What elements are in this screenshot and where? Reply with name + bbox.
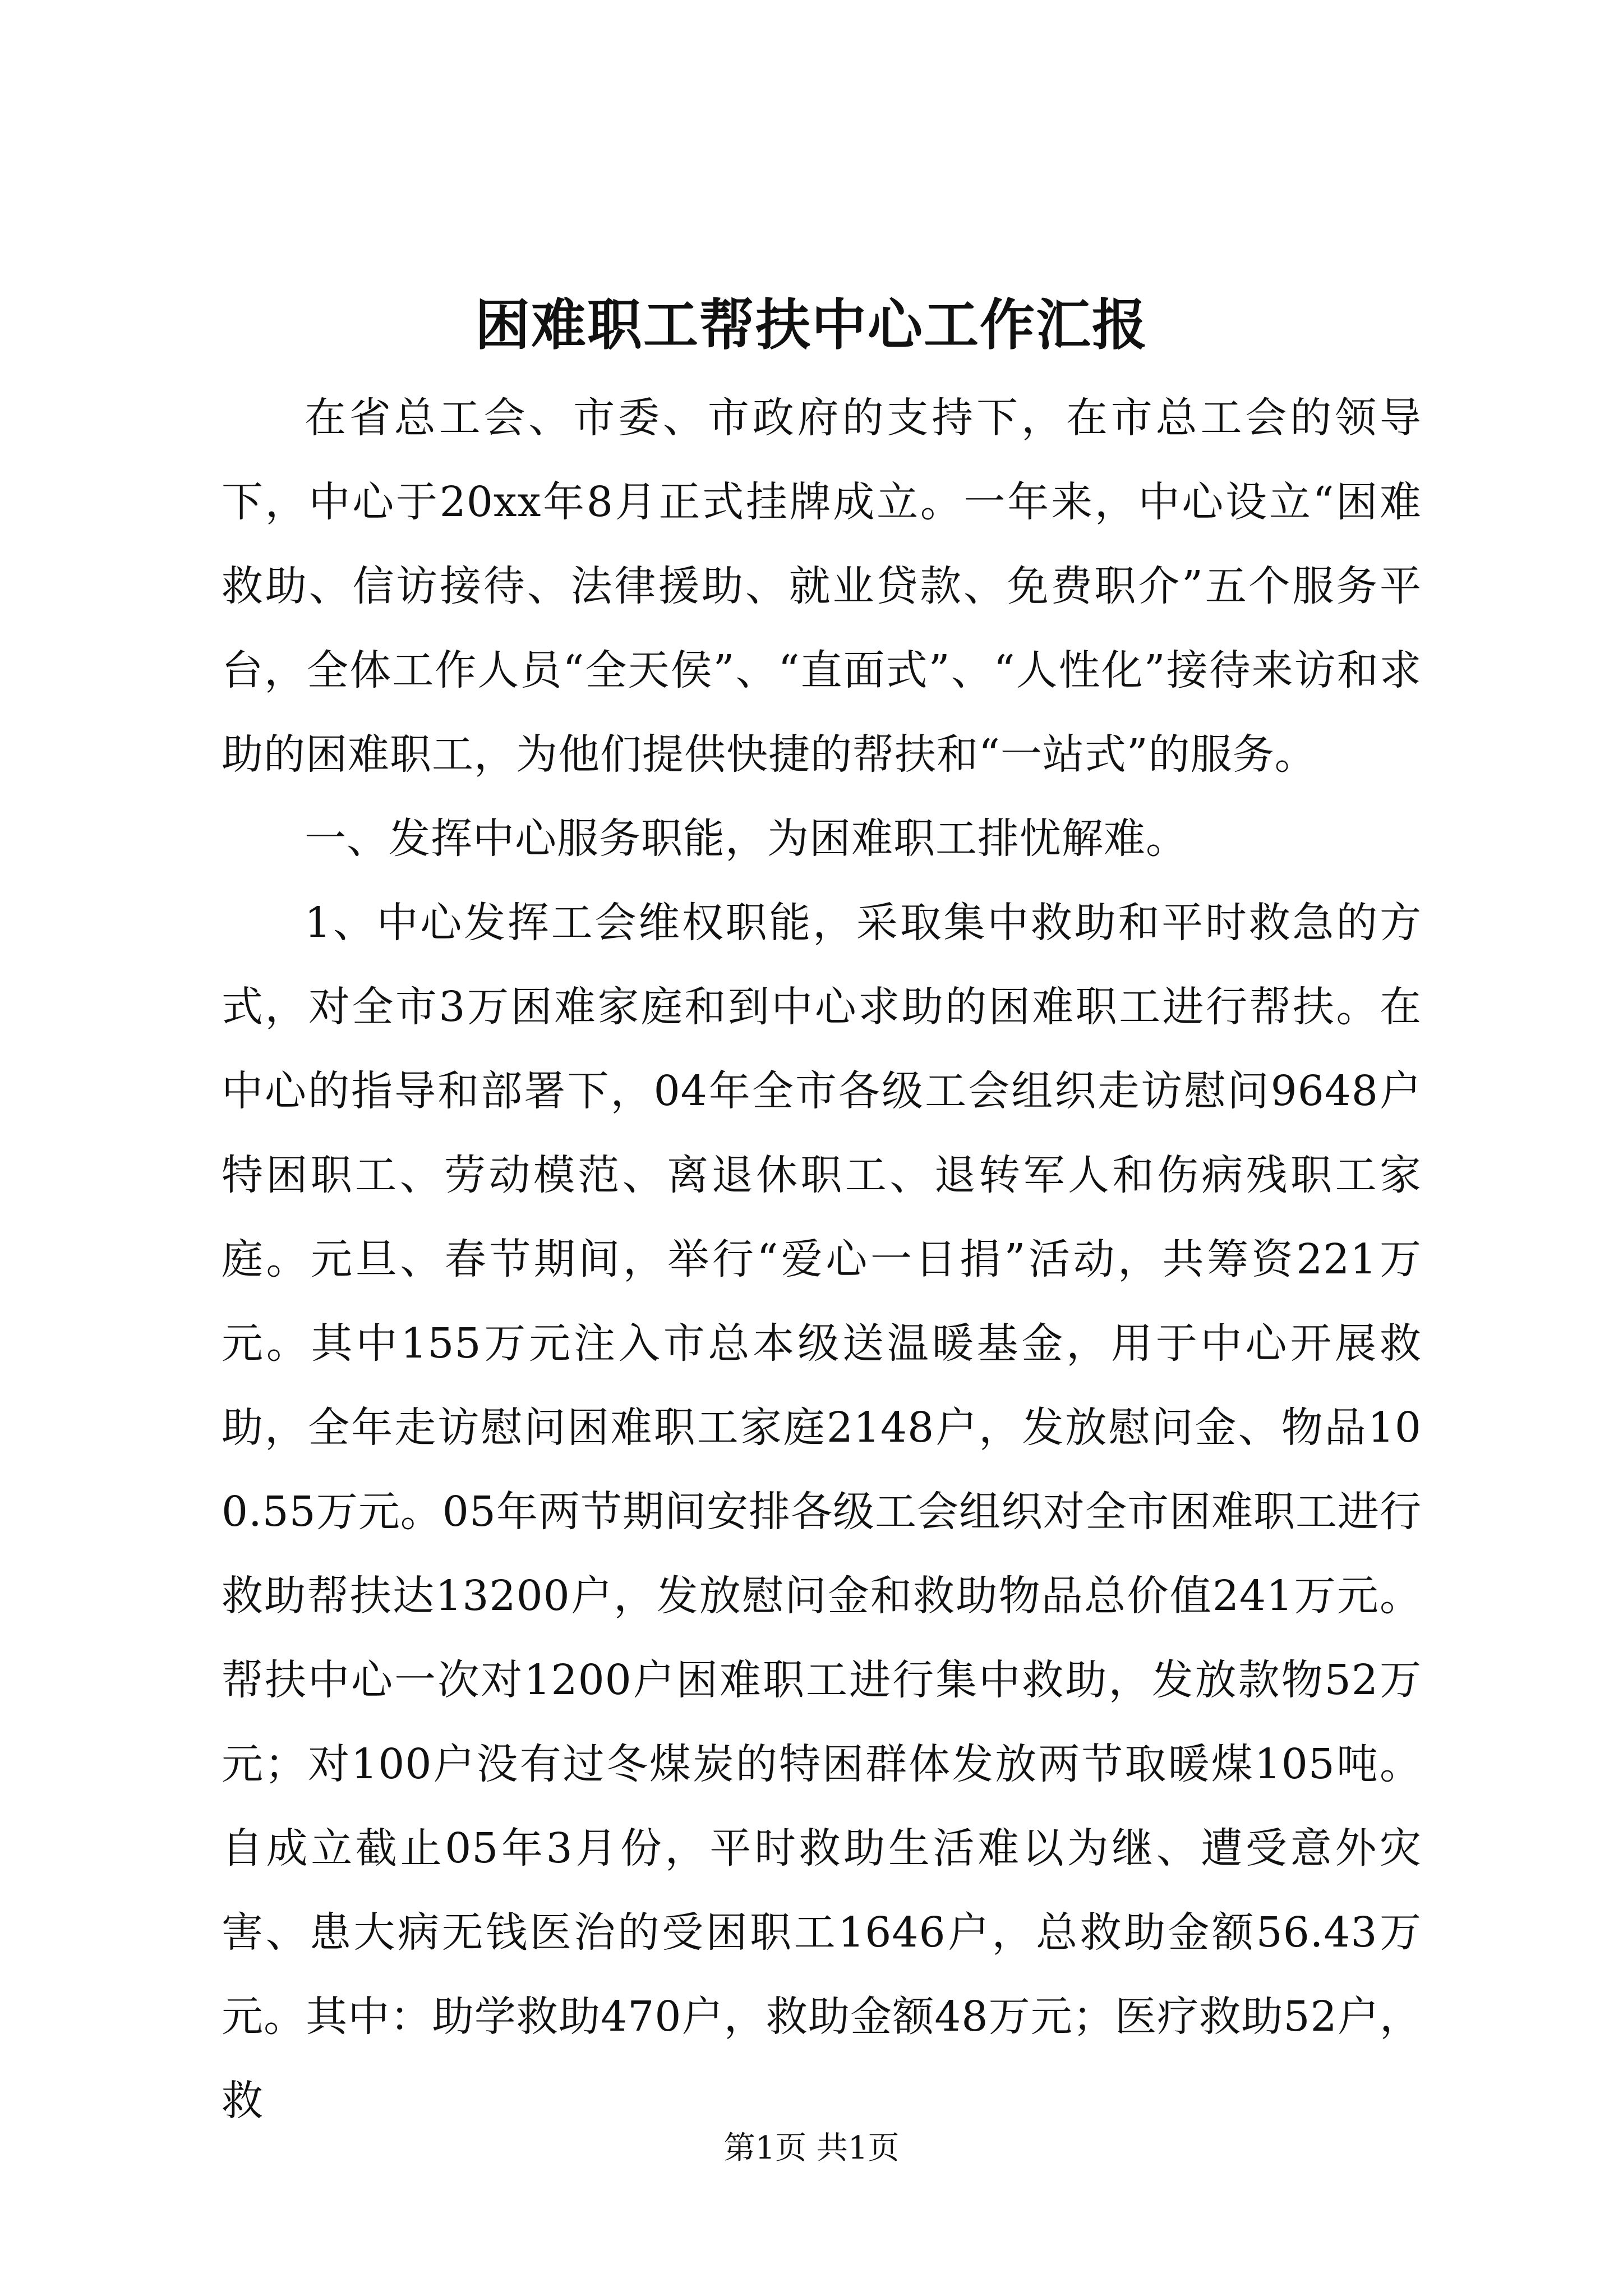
page-footer: 第1页 共1页 (723, 2130, 900, 2166)
paragraph-intro: 在省总工会、市委、市政府的支持下，在市总工会的领导下，中心于20xx年8月正式挂牌成立。一年来，中心设立“困难救助、信访接待、法律援助、就业贷款、免费职介”五个服务平台，全体工作人员“全天侯”、“直面式”、“人性化”接待来访和求助的困难职工，为他们提供快捷的帮扶和“一站式”的服务。 (222, 394, 1422, 779)
document-title: 困难职工帮扶中心工作汇报 (474, 293, 1148, 357)
paragraph-section-heading: 一、发挥中心服务职能，为困难职工排忧解难。 (305, 815, 1188, 863)
document-body (222, 376, 1422, 2143)
paragraph-item-1: 1、中心发挥工会维权职能，采取集中救助和平时救急的方式，对全市3万困难家庭和到中心求助的困难职工进行帮扶。在中心的指导和部署下，04年全市各级工会组织走访慰问9648户特困职工、劳动模范、离退休职工、退转军人和伤病残职工家庭。元旦、春节期间，举行“爱心一日捐”活动，共筹资221万元。其中155万元注入市总本级送温暖基金，用于中心开展救助，全年走访慰问困难职工家庭2148户，发放慰问金、物品100.55万元。05年两节期间安排各级工会组织对全市困难职工进行救助帮扶达13200户，发放慰问金和救助物品总价值241万元。帮扶中心一次对1200户困难职工进行集中救助，发放款物52万元；对100户没有过冬煤炭的特困群体发放两节取暖煤105吨。自成立截止05年3月份，平时救助生活难以为继、遭受意外灾害、患大病无钱医治的受困职工1646户，总救助金额56.43万元。其中：助学救助470户，救助金额48万元；医疗救助52户，救 (222, 899, 1422, 2125)
